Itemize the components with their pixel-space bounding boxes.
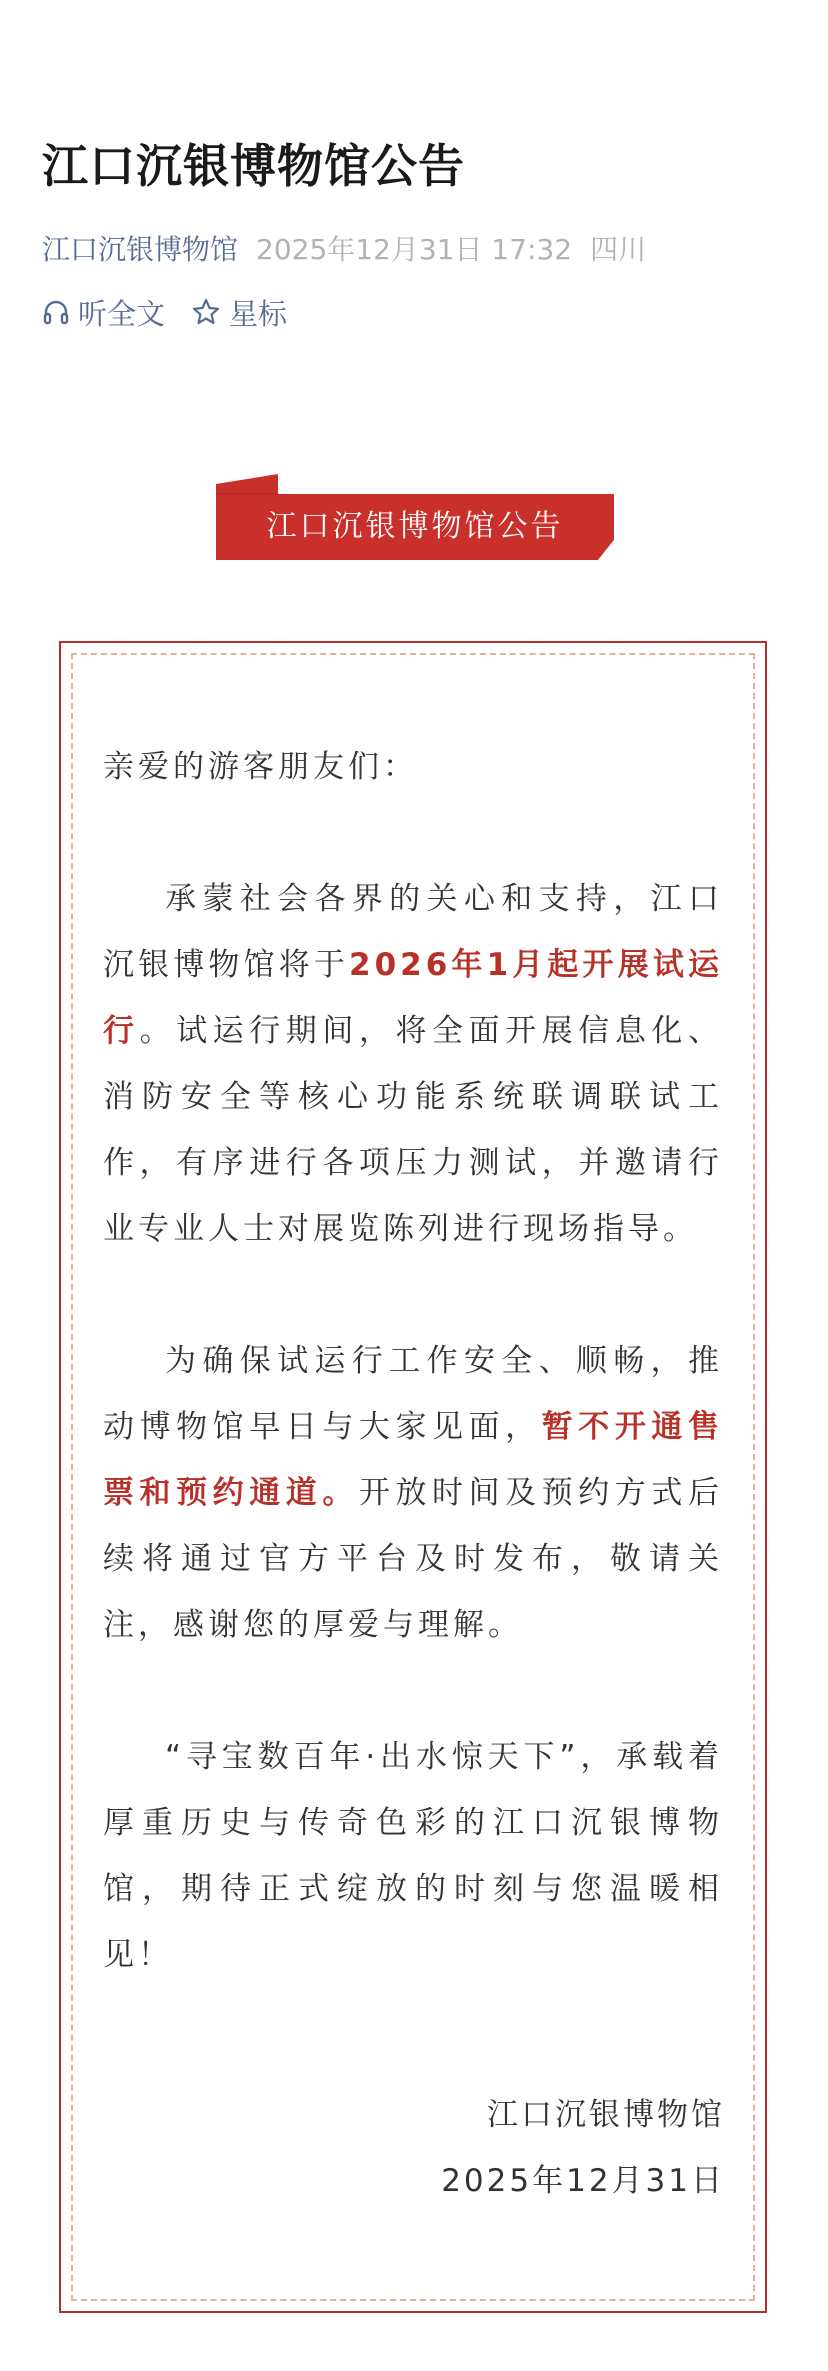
star-label: 星标 (229, 296, 288, 331)
paragraph-1-text-a: 承蒙社会各界的关心和支持，江口沉银博物馆将于 (103, 881, 723, 983)
notice-body (103, 734, 723, 2054)
paragraph-2-text-b: 开放时间及预约方式后续将通过官方平台及时发布，敬请关注，感谢您的厚爱与理解。 (103, 1475, 723, 1643)
notice-paragraph-3: “寻宝数百年·出水惊天下”，承载着厚重历史与传奇色彩的江口沉银博物馆，期待正式绽放的时刻与您温暖相见！ (103, 1739, 723, 1973)
paragraph-1-highlight: 2026年1月起开展试运行 (103, 947, 723, 1049)
notice-paragraph-1 (103, 866, 723, 1262)
article-meta (42, 228, 646, 268)
listen-label: 听全文 (78, 296, 166, 331)
publish-time: 2025年12月31日 17:32 (256, 233, 573, 266)
paragraph-2-text-a: 为确保试运行工作安全、顺畅，推动博物馆早日与大家见面， (103, 1343, 723, 1445)
publish-region: 四川 (590, 233, 647, 266)
notice-banner (216, 474, 614, 570)
account-name-link[interactable]: 江口沉银博物馆 (42, 233, 239, 266)
banner-title: 江口沉银博物馆公告 (266, 509, 564, 544)
listen-button[interactable] (42, 292, 165, 333)
notice-paragraph-2 (103, 1328, 723, 1658)
article-actions (42, 292, 287, 332)
signature-date: 2025年12月31日 (441, 2163, 725, 2199)
article-title: 江口沉银博物馆公告 (42, 139, 465, 193)
notice-greeting: 亲爱的游客朋友们： (103, 749, 418, 785)
paragraph-2-highlight: 暂不开通售票和预约通道。 (103, 1409, 723, 1511)
paragraph-1-text-b: 。试运行期间，将全面开展信息化、消防安全等核心功能系统联调联试工作，有序进行各项压力测试，并邀请行业专业人士对展览陈列进行现场指导。 (103, 1013, 723, 1247)
star-button[interactable] (191, 292, 287, 333)
notice-signature (441, 2082, 725, 2214)
star-icon (191, 297, 221, 327)
headphones-icon (42, 298, 70, 326)
signature-organization: 江口沉银博物馆 (487, 2097, 725, 2133)
